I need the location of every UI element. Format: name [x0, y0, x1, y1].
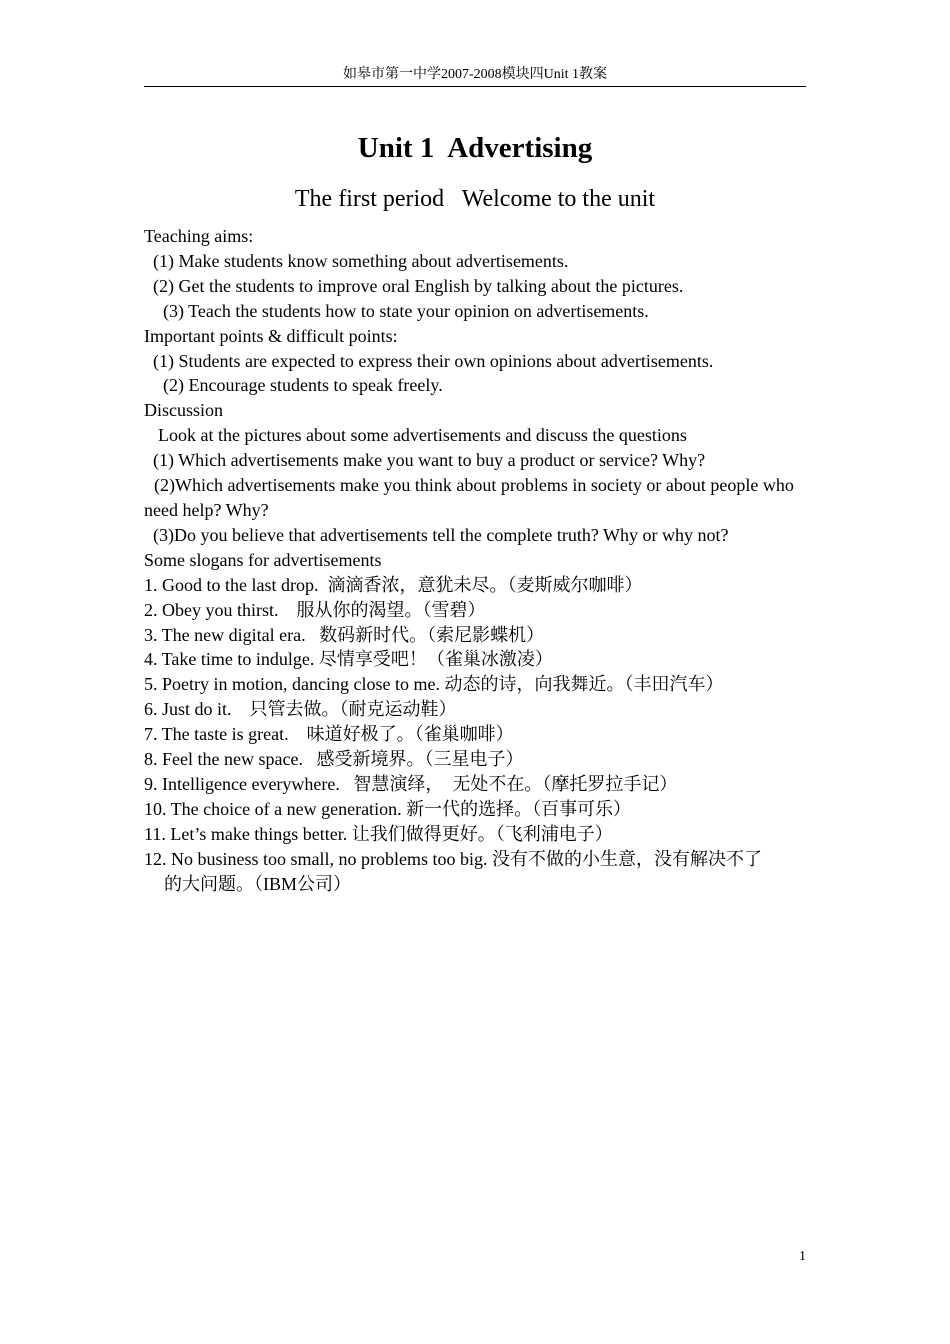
slogan-item: 5. Poetry in motion, dancing close to me. 动态的诗，向我舞近。（丰田汽车）: [144, 674, 724, 695]
point-item: (2) Encourage students to speak freely.: [163, 375, 443, 396]
discussion-question-text: (2)Which advertisements make you think about problems in society or about people who need help? Why?: [144, 475, 794, 520]
aim-item: (2) Get the students to improve oral English by talking about the pictures.: [153, 275, 684, 296]
page-number: 1: [799, 1249, 806, 1264]
aim-item: (1) Make students know something about advertisements.: [153, 250, 569, 271]
slogan-item: 8. Feel the new space. 感受新境界。（三星电子）: [144, 749, 524, 770]
slogan-item: 3. The new digital era. 数码新时代。（索尼影蝶机）: [144, 624, 545, 645]
slogan-item: 6. Just do it. 只管去做。（耐克运动鞋）: [144, 699, 457, 720]
document-body: [144, 224, 808, 896]
slogan-item: 2. Obey you thirst. 服从你的渴望。（雪碧）: [144, 599, 486, 620]
discussion-question: (3)Do you believe that advertisements tell the complete truth? Why or why not?: [153, 524, 729, 545]
slogan-item: 9. Intelligence everywhere. 智慧演绎， 无处不在。（摩托罗拉手记）: [144, 773, 678, 794]
document-title: Unit 1 Advertising: [357, 132, 593, 164]
header-rule: [144, 86, 806, 87]
slogan-item: 4. Take time to indulge. 尽情享受吧！（雀巢冰激凌）: [144, 649, 553, 670]
slogan-item: 11. Let’s make things better. 让我们做得更好。（飞利浦电子）: [144, 823, 613, 844]
slogan-item: 7. The taste is great. 味道好极了。（雀巢咖啡）: [144, 724, 514, 745]
slogan-item-first-line: 12. No business too small, no problems too big. 没有不做的小生意，没有解决不了: [144, 848, 762, 869]
slogans-heading: Some slogans for advertisements: [144, 549, 382, 570]
slogan-item-second-line: 的大问题。（IBM公司）: [164, 873, 352, 894]
aims-heading: Teaching aims:: [144, 226, 254, 246]
document-subtitle: The first period Welcome to the unit: [294, 186, 656, 212]
points-heading: Important points & difficult points:: [144, 325, 398, 346]
point-item: (1) Students are expected to express their own opinions about advertisements.: [153, 350, 714, 371]
aim-item: (3) Teach the students how to state your opinion on advertisements.: [163, 300, 649, 321]
slogan-item: 10. The choice of a new generation. 新一代的选择。（百事可乐）: [144, 798, 632, 819]
discussion-question: [144, 473, 808, 523]
page-header: 如皋市第一中学2007-2008模块四Unit 1教案: [342, 67, 608, 82]
slogan-item: 1. Good to the last drop. 滴滴香浓，意犹未尽。（麦斯威尔咖啡）: [144, 574, 643, 595]
discussion-question: (1) Which advertisements make you want to buy a product or service? Why?: [153, 450, 706, 471]
discussion-intro: Look at the pictures about some advertisements and discuss the questions: [158, 425, 687, 446]
discussion-heading: Discussion: [144, 400, 224, 421]
